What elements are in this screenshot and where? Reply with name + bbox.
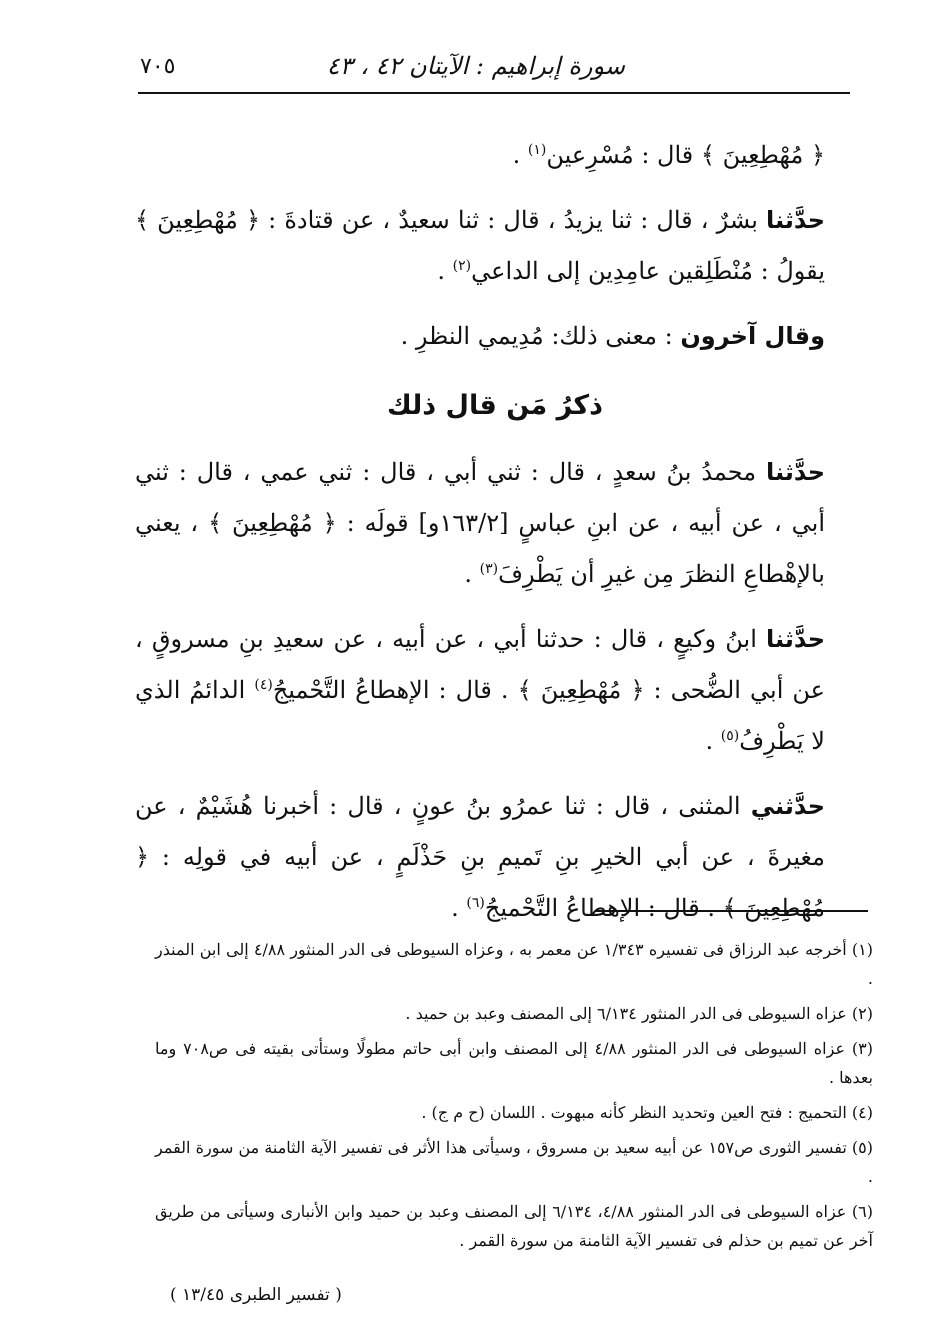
paragraph-text: محمدُ بنُ سعدٍ ، قال : ثني أبي ، قال : ثني عمي ، قال : ثني أبي ، عن أبيه ، عن ابنِ عباسٍ [١٦٣/٢و] قولَه : (135, 458, 825, 537)
quran-quote: ﴿ مُهْطِعِينَ ﴾ (700, 141, 825, 169)
paragraph-text: بشرٌ ، قال : ثنا يزيدُ ، قال : ثنا سعيدٌ ، عن قتادةَ : (260, 206, 767, 234)
footnote-2: (٢) عزاه السيوطى فى الدر المنثور ٦/١٣٤ إلى المصنف وعبد بن حميد . (405, 1004, 873, 1023)
paragraph-text: قال : مُسْرِعين (546, 141, 701, 169)
paragraph-3 (135, 311, 855, 362)
footnote-ref-2: (٥) (720, 728, 740, 744)
narration-lead: حدَّثنا (766, 206, 825, 234)
running-title: سورة إبراهيم : الآيتان ٤٢ ، ٤٣ (326, 52, 625, 80)
paragraph-text: المثنى ، قال : ثنا عمرُو بنُ عونٍ ، قال : أخبرنا هُشَيْمٌ ، عن مغيرةَ ، عن أبي الخيرِ بنِ تَميمِ بنِ حَذْلَمٍ ، عن أبيه في قولِه : (135, 792, 825, 871)
paragraph-text-2: يقولُ : مُنْطَلِقين عامِدِين إلى الداعي (471, 257, 825, 285)
narration-lead: حدَّثنا (766, 458, 825, 486)
footnote-4: (٤) التحميج : فتح العين وتحديد النظر كأنه مبهوت . اللسان (ح م ج) . (421, 1103, 873, 1122)
footnote-1: (١) أخرجه عبد الرزاق فى تفسيره ١/٣٤٣ عن معمر به ، وعزاه السيوطى فى الدر المنثور ٤/٨٨ إلى ابن المنذر . (155, 940, 874, 988)
narration-lead: وقال آخرون (680, 322, 825, 350)
paragraph-2 (135, 195, 855, 297)
header-rule (138, 92, 850, 94)
paragraph-text: : معنى ذلك: مُدِيمي النظرِ . (400, 322, 681, 350)
paragraph-text-3: الدائمُ الذي لا يَطْرِفُ (135, 676, 825, 755)
paragraph-end: . (437, 257, 453, 285)
paragraph-text-2: . قال : الإهطاعُ التَّحْميجُ (272, 676, 518, 704)
page-number: ٧٠٥ (140, 54, 176, 79)
footnote-ref: (٤) (254, 677, 273, 693)
section-heading: ذكرُ مَن قال ذلك (387, 390, 603, 421)
footnote-3: (٣) عزاه السيوطى فى الدر المنثور ٤/٨٨ إلى المصنف وابن أبى حاتم مطولًا وستأتى بقيته فى ص٧٠٨ وما بعدها . (155, 1039, 874, 1087)
paragraph-end: . (464, 560, 480, 588)
narration-lead: حدَّثنا (766, 625, 825, 653)
paragraph-5 (135, 614, 855, 767)
footnote-ref: (٦) (466, 895, 485, 911)
footnote-ref: (١) (527, 142, 547, 158)
paragraph-text-2: ، يعني بالإهْطاعِ النظرَ مِن غيرِ أن يَطْرِفَ (135, 509, 825, 588)
paragraph-text-2: . قال : الإهطاعُ التَّحْميجُ (484, 894, 723, 922)
paragraph-end: . (451, 894, 467, 922)
volume-signature: ( تفسير الطبرى ١٣/٤٥ ) (170, 1285, 342, 1305)
narration-lead: حدَّثني (750, 792, 825, 820)
quran-quote: ﴿ مُهْطِعِينَ ﴾ (135, 843, 825, 922)
footnotes (155, 935, 873, 1261)
quran-quote: ﴿ مُهْطِعِينَ ﴾ (517, 676, 645, 704)
paragraph-end: . (512, 141, 528, 169)
footnote-ref: (٢) (452, 258, 472, 274)
paragraph-text: ابنُ وكيعٍ ، قال : حدثنا أبي ، عن أبيه ، عن سعيدِ بنِ مسروقٍ ، عن أبي الضُّحى : (135, 625, 825, 704)
footnote-rule (595, 910, 868, 912)
paragraph-1 (135, 130, 855, 181)
paragraph-4 (135, 447, 855, 600)
paragraph-end: . (705, 727, 721, 755)
footnote-5: (٥) تفسير الثورى ص١٥٧ عن أبيه سعيد بن مسروق ، وسيأتى هذا الأثر فى تفسير الآية الثامنة من سورة القمر . (155, 1138, 873, 1186)
main-text (135, 130, 855, 948)
quran-quote: ﴿ مُهْطِعِينَ ﴾ (135, 206, 261, 234)
running-header (140, 52, 850, 92)
footnote-6: (٦) عزاه السيوطى فى الدر المنثور ٤/٨٨، ٦/١٣٤ إلى المصنف وعبد بن حميد وابن الأنبارى وسيأتى من طريق آخر عن تميم بن حذلم فى تفسير الآية الثامنة من سورة القمر . (155, 1202, 873, 1250)
footnote-ref: (٣) (479, 561, 499, 577)
quran-quote: ﴿ مُهْطِعِينَ ﴾ (208, 509, 337, 537)
